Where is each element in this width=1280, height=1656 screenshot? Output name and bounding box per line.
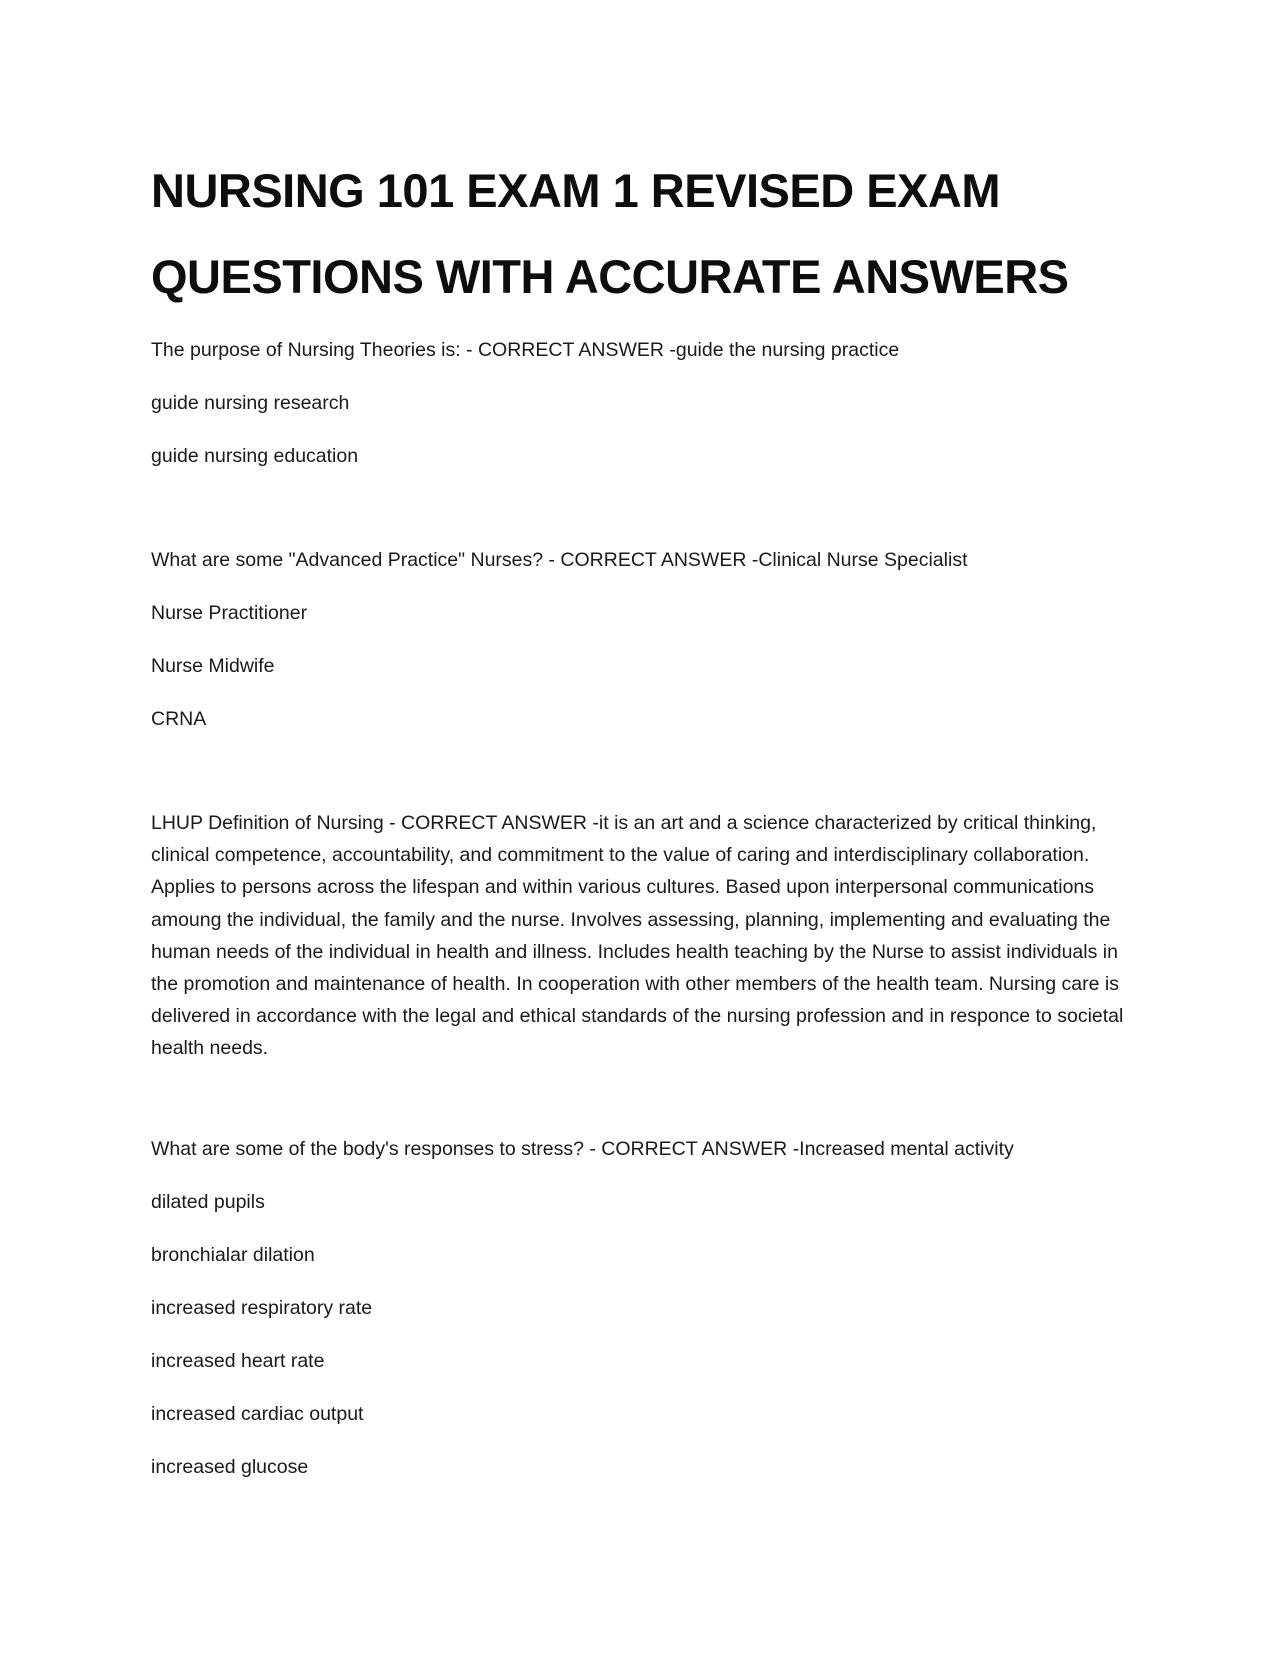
question-line: The purpose of Nursing Theories is: - CORRECT ANSWER -guide the nursing practice bbox=[151, 339, 900, 361]
definition-paragraph: LHUP Definition of Nursing - CORRECT ANSWER -it is an art and a science characterized by critical thinking, clinical competence, accountability, and commitment to the value of caring and interdisciplinary collaboration. Applies to persons across the lifespan and within various cultures. Based upon interpersonal communications amoung the individual, the family and the nurse. Involves assessing, planning, implementing and evaluating the human needs of the individual in health and illness. Includes health teaching by the Nurse to assist individuals in the promotion and maintenance of health. In cooperation with other members of the health team. Nursing care is delivered in accordance with the legal and ethical standards of the nursing profession and in responce to societal health needs. bbox=[151, 812, 1124, 1060]
answer-line: guide nursing research bbox=[151, 392, 350, 414]
qa-block-lhup-definition bbox=[151, 807, 1141, 1065]
answer-line: increased glucose bbox=[151, 1455, 309, 1478]
qa-block-nursing-theories bbox=[151, 338, 1141, 468]
answer-line: increased heart rate bbox=[151, 1349, 325, 1372]
answer-line: increased respiratory rate bbox=[151, 1296, 373, 1319]
answer-line: Nurse Midwife bbox=[151, 655, 275, 677]
answer-line: guide nursing education bbox=[151, 445, 359, 467]
answer-line: increased cardiac output bbox=[151, 1402, 364, 1425]
question-line: What are some "Advanced Practice" Nurses? - CORRECT ANSWER -Clinical Nurse Specialist bbox=[151, 549, 968, 571]
answer-line: dilated pupils bbox=[151, 1190, 265, 1213]
answer-line: Nurse Practitioner bbox=[151, 602, 308, 624]
qa-block-stress-responses bbox=[151, 1137, 1141, 1479]
answer-line: CRNA bbox=[151, 708, 207, 730]
question-line: What are some of the body's responses to stress? - CORRECT ANSWER -Increased mental activity bbox=[151, 1137, 1014, 1160]
answer-line: bronchialar dilation bbox=[151, 1243, 315, 1266]
title-line: NURSING 101 EXAM 1 REVISED EXAM bbox=[151, 164, 1000, 217]
qa-block-advanced-practice bbox=[151, 548, 1141, 731]
document-title bbox=[151, 148, 1141, 320]
title-line: QUESTIONS WITH ACCURATE ANSWERS bbox=[151, 250, 1069, 303]
document-content bbox=[151, 148, 1141, 1479]
